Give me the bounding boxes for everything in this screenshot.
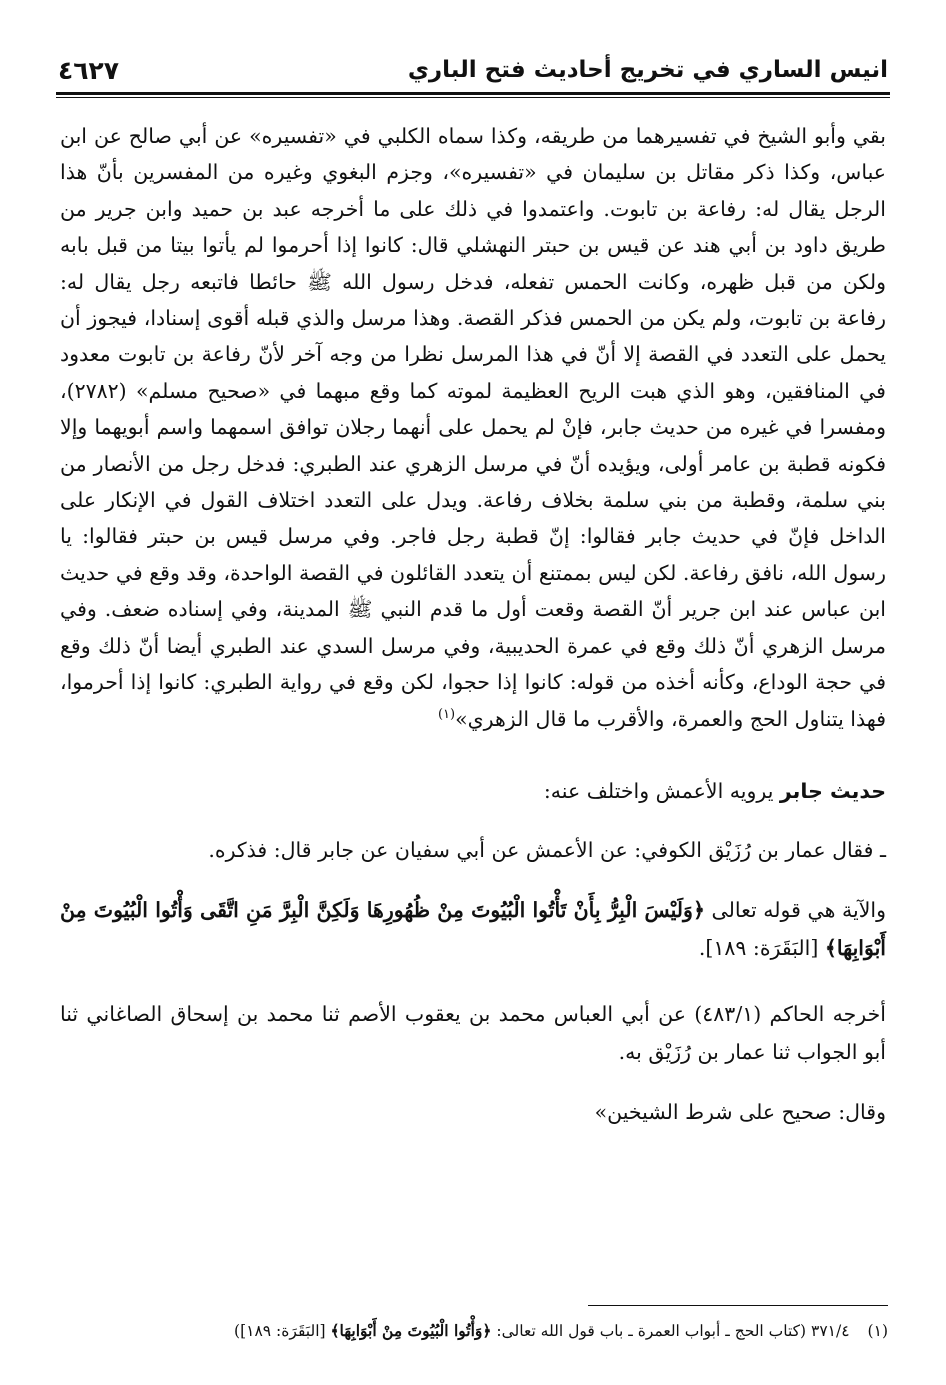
commentary-paragraph [60,118,886,737]
verse-intro: والآية هي قوله تعالى [704,897,886,922]
footnote-ref-text: [البَقَرَة: ١٨٩]) [234,1322,331,1340]
section-heading [60,773,886,809]
footnote-separator [588,1305,888,1306]
page-number: ٤٦٢٧ [58,55,120,85]
book-title: انيس الساري في تخريج أحاديث فتح الباري [407,57,888,83]
takhrij-paragraph: أخرجه الحاكم (٤٨٣/١) عن أبي العباس محمد بن يعقوب الأصم ثنا محمد بن إسحاق الصاغاني ثنا أبو الجواب ثنا عمار بن رُزَيْق به. [60,1001,886,1064]
verse-paragraph [60,891,886,967]
quran-verse: ﴿وَلَيْسَ الْبِرُّ بِأَنْ تَأْتُوا الْبُيُوتَ مِنْ ظُهُورِهَا وَلَكِنَّ الْبِرَّ مَنِ اتَّقَى وَأْتُوا الْبُيُوتَ مِنْ أَبْوَابِهَا﴾ [60,897,886,960]
footnote [58,1318,888,1344]
section-heading-bold: حديث جابر [779,778,886,803]
header-rule-thin [56,97,890,98]
running-header [58,50,888,90]
footnote-text: ٣٧١/٤ (كتاب الحج ـ أبواب العمرة ـ باب قول الله تعالى: [491,1322,850,1340]
header-rule-thick [56,92,890,95]
commentary-text: بقي وأبو الشيخ في تفسيرهما من طريقه، وكذا سماه الكلبي في «تفسيره» عن أبي صالح عن ابن عباس، وكذا ذكر مقاتل بن سليمان في «تفسيره»، وجزم البغوي وغيره من المفسرين بأنّ هذا الرجل يقال له: رفاعة بن تابوت. واعتمدوا في ذلك على ما أخرجه عبد بن حميد وابن جرير من طريق داود بن أبي هند عن قيس بن حبتر النهشلي قال: كانوا إذا أحرموا لم يأتوا بيتا من قبل بابه ولكن من قبل ظهره، وكانت الحمس تفعله، فدخل رسول الله ﷺ حائطا فاتبعه رجل يقال له: رفاعة بن تابوت، ولم يكن من الحمس فذكر القصة. وهذا مرسل والذي قبله أقوى إسنادا، فيجوز أن يحمل على التعدد في القصة إلا أنّ في هذا المرسل نظرا من وجه آخر لأنّ رفاعة بن تابوت معدود في المنافقين، وهو الذي هبت الريح العظيمة لموته كما وقع مبهما في «صحيح مسلم» (٢٧٨٢)، ومفسرا في غيره من حديث جابر، فإنْ لم يحمل على أنهما رجلان توافق اسمهما واسم أبويهما وإلا فكونه قطبة بن عامر أولى، ويؤيده أنّ في مرسل الزهري عند الطبري: فدخل رجل من الأنصار من بني سلمة، وقطبة من بني سلمة بخلاف رفاعة. ويدل على التعدد اختلاف القول في الإنكار على الداخل فإنّ في حديث جابر فقالوا: إنّ قطبة رجل فاجر. وفي مرسل قيس بن حبتر فقالوا: يا رسول الله، نافق رفاعة. لكن ليس بممتنع أن يتعدد القائلون في القصة الواحدة، وقد وقع في حديث ابن عباس عند ابن جرير أنّ القصة وقعت أول ما قدم النبي ﷺ المدينة، وفي إسناده ضعف. وفي مرسل الزهري أنّ ذلك وقع في عمرة الحديبية، وفي مرسل السدي عند الطبري أيضا أنّ ذلك وقع في حجة الوداع، وكأنه أخذه من قوله: كانوا إذا حجوا، لكن وقع في رواية الطبري: كانوا إذا أحرموا، فهذا يتناول الحج والعمرة، والأقرب ما قال الزهري» [60,124,886,731]
footnote-ref: (١) [437,706,456,722]
verse-reference: [البَقَرَة: ١٨٩]. [698,935,825,960]
footnote-number: (١) [867,1322,888,1340]
footnote-verse: ﴿وَأْتُوا الْبُيُوتَ مِنْ أَبْوَابِهَا﴾ [330,1321,492,1340]
section-heading-rest: يرويه الأعمش واختلف عنه: [543,778,780,803]
hakim-verdict: وقال: صحيح على شرط الشيخين» [594,1099,886,1124]
narration-line: ـ فقال عمار بن رُزَيْق الكوفي: عن الأعمش عن أبي سفيان عن جابر قال: فذكره. [208,837,886,862]
main-text [60,118,886,1131]
